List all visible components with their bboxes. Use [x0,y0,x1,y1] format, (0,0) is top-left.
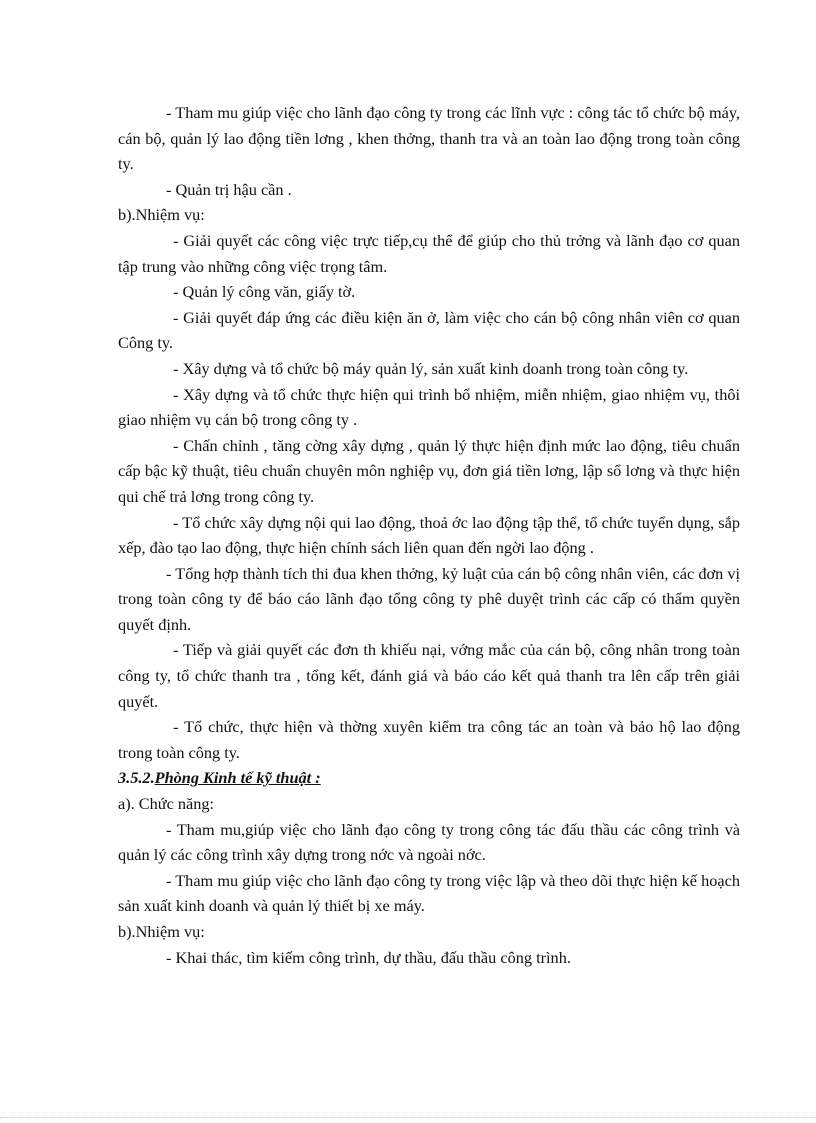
page-bottom-rule [0,1117,816,1118]
paragraph-function-2: - Quản trị hậu cần . [166,179,292,199]
paragraph-duty-8: - Tổng hợp thành tích thi đua khen thởng, kỷ luật của cán bộ công nhân viên, các đơn vị trong toàn công ty để báo cáo lãnh đạo tổng công ty phê duyệt trình các cấp có thẩm quyền quyết định. [118,563,740,634]
paragraph-duty-10: - Tổ chức, thực hiện và thờng xuyên kiểm tra công tác an toàn và bảo hộ lao động trong toàn công ty. [118,717,740,762]
paragraph-function-1: - Tham mu giúp việc cho lãnh đạo công ty trong các lĩnh vực : công tác tổ chức bộ máy, cán bộ, quản lý lao động tiền lơng , khen thởng, thanh tra và an toàn lao động trong toàn công ty. [118,103,740,174]
document-page [118,100,740,970]
subheading-duties: b).Nhiệm vụ: [118,205,205,225]
paragraph-duty-3: - Giải quyết đáp ứng các điều kiện ăn ở, làm việc cho cán bộ công nhân viên cơ quan Công ty. [118,307,740,353]
section-heading [118,765,740,791]
subheading-functions: a). Chức năng: [118,794,215,814]
paragraph-duty-9: - Tiếp và giải quyết các đơn th khiếu nại, vớng mắc của cán bộ, công nhân trong toàn công ty, tổ chức thanh tra , tổng kết, đánh giá và báo cáo kết quả thanh tra lên cấp trên giải quyết. [118,640,740,711]
paragraph-econ-function-1: - Tham mu,giúp việc cho lãnh đạo công ty trong công tác đấu thầu các công trình và quản lý các công trình xây dựng trong nớc và ngoài nớc. [118,819,740,865]
paragraph-duty-7: - Tổ chức xây dựng nội qui lao động, thoả ớc lao động tập thể, tổ chức tuyển dụng, sắp xếp, đào tạo lao động, thực hiện chính sách liên quan đến ngời lao động . [118,512,740,558]
paragraph-duty-4: - Xây dựng và tổ chức bộ máy quản lý, sản xuất kinh doanh trong toàn công ty. [173,358,689,378]
section-title: Phòng Kinh tế kỹ thuật : [154,768,321,788]
paragraph-duty-1: - Giải quyết các công việc trực tiếp,cụ thể để giúp cho thủ trởng và lãnh đạo cơ quan tập trung vào những công việc trọng tâm. [118,230,740,276]
paragraph-econ-duty-1: - Khai thác, tìm kiếm công trình, dự thầu, đấu thầu công trình. [166,947,571,967]
paragraph-econ-function-2: - Tham mu giúp việc cho lãnh đạo công ty trong việc lập và theo dõi thực hiện kế hoạch sản xuất kinh doanh và quản lý thiết bị xe máy. [118,870,740,916]
paragraph-duty-2: - Quản lý công văn, giấy tờ. [173,282,356,302]
paragraph-duty-5: - Xây dựng và tổ chức thực hiện qui trình bổ nhiệm, miễn nhiệm, giao nhiệm vụ, thôi giao nhiệm vụ cán bộ trong công ty . [118,384,740,430]
subheading-econ-duties: b).Nhiệm vụ: [118,922,205,941]
paragraph-duty-6: - Chấn chỉnh , tăng cờng xây dựng , quản lý thực hiện định mức lao động, tiêu chuẩn cấp bậc kỹ thuật, tiêu chuẩn chuyên môn nghiệp vụ, đơn giá tiền lơng, lập sổ lơng và thực hiện qui chế trả lơng trong công ty. [118,435,740,506]
section-number: 3.5.2. [118,768,155,788]
